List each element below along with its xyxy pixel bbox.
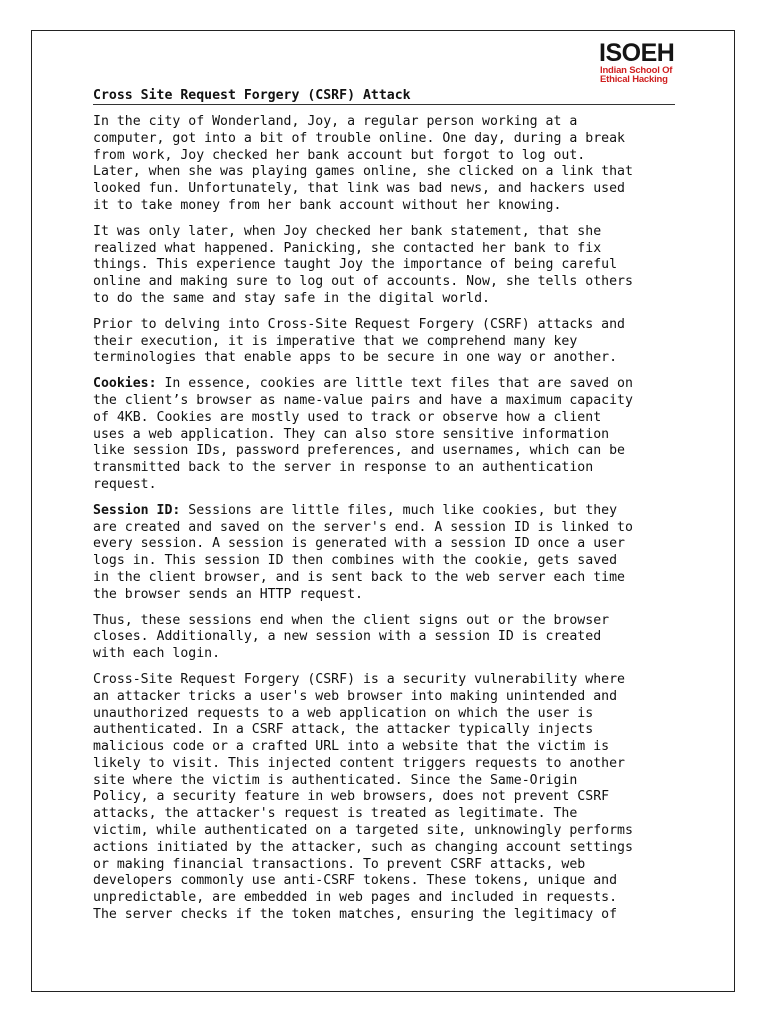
paragraph-line: looked fun. Unfortunately, that link was bad news, and hackers used <box>93 181 625 197</box>
paragraph-line: Later, when she was playing games online, she clicked on a link that <box>93 164 633 180</box>
paragraph-line: attacks, the attacker's request is treated as legitimate. The <box>93 806 578 822</box>
paragraph-line: transmitted back to the server in response to an authentication <box>93 460 594 476</box>
paragraph-line <box>93 376 693 393</box>
paragraph-line: things. This experience taught Joy the importance of being careful <box>93 257 618 273</box>
paragraph-line: online and making sure to log out of accounts. Now, she tells others <box>93 274 633 290</box>
paragraph-line: actions initiated by the attacker, such as changing account settings <box>93 839 633 855</box>
paragraph <box>93 503 693 604</box>
definition-text: Sessions are little files, much like cookies, but they <box>180 502 618 518</box>
paragraph-line: like session IDs, password preferences, and usernames, which can be <box>93 443 625 459</box>
paragraph-line: computer, got into a bit of trouble online. One day, during a break <box>93 130 625 146</box>
paragraph-line: victim, while authenticated on a targeted site, unknowingly performs <box>93 823 633 839</box>
paragraph-line: of 4KB. Cookies are mostly used to track or observe how a client <box>93 409 602 425</box>
paragraph-line: request. <box>93 476 157 492</box>
document-body <box>93 114 693 933</box>
paragraph <box>93 613 693 663</box>
paragraph-line: developers commonly use anti-CSRF tokens. These tokens, unique and <box>93 873 618 889</box>
paragraph-line: site where the victim is authenticated. Since the Same-Origin <box>93 772 578 788</box>
definition-text: In essence, cookies are little text files that are saved on <box>156 376 633 392</box>
paragraph-line: the client’s browser as name-value pairs and have a maximum capacity <box>93 392 633 408</box>
paragraph-line: likely to visit. This injected content triggers requests to another <box>93 755 625 771</box>
paragraph-line: to do the same and stay safe in the digital world. <box>93 290 490 306</box>
paragraph <box>93 114 693 215</box>
paragraph-line: The server checks if the token matches, ensuring the legitimacy of <box>93 907 618 923</box>
paragraph <box>93 317 693 367</box>
document-title: Cross Site Request Forgery (CSRF) Attack <box>93 88 411 103</box>
logo-tagline-line-1: Indian School Of <box>600 65 673 76</box>
paragraph-line <box>93 503 693 520</box>
definition-term: Cookies: <box>93 376 157 392</box>
paragraph-line: every session. A session is generated with a session ID once a user <box>93 536 625 552</box>
logo-tagline-line-2: Ethical Hacking <box>600 74 668 85</box>
paragraph-line: authenticated. In a CSRF attack, the attacker typically injects <box>93 722 594 738</box>
paragraph-line: realized what happened. Panicking, she contacted her bank to fix <box>93 240 602 256</box>
paragraph-line: logs in. This session ID then combines with the cookie, gets saved <box>93 553 618 569</box>
paragraph <box>93 224 693 308</box>
paragraph-line: in the client browser, and is sent back to the web server each time <box>93 569 625 585</box>
paragraph-line: from work, Joy checked her bank account but forgot to log out. <box>93 147 586 163</box>
paragraph-line: with each login. <box>93 646 221 662</box>
paragraph-line: Policy, a security feature in web browsers, does not prevent CSRF <box>93 789 610 805</box>
paragraph-line: or making financial transactions. To prevent CSRF attacks, web <box>93 856 586 872</box>
paragraph-line: their execution, it is imperative that we comprehend many key <box>93 333 578 349</box>
paragraph-line: closes. Additionally, a new session with a session ID is created <box>93 629 602 645</box>
logo-name: ISOEH <box>599 39 675 67</box>
paragraph-line: It was only later, when Joy checked her bank statement, that she <box>93 223 602 239</box>
paragraph-line: unauthorized requests to a web application on which the user is <box>93 705 594 721</box>
paragraph-line: unpredictable, are embedded in web pages and included in requests. <box>93 890 618 906</box>
paragraph-line: Prior to delving into Cross-Site Request Forgery (CSRF) attacks and <box>93 316 625 332</box>
paragraph-line: the browser sends an HTTP request. <box>93 586 363 602</box>
paragraph-line: are created and saved on the server's end. A session ID is linked to <box>93 519 633 535</box>
isoeh-logo <box>599 40 679 88</box>
definition-term: Session ID: <box>93 502 181 518</box>
paragraph-line: uses a web application. They can also store sensitive information <box>93 426 610 442</box>
paragraph-line: it to take money from her bank account without her knowing. <box>93 197 562 213</box>
paragraph-line: malicious code or a crafted URL into a website that the victim is <box>93 739 610 755</box>
paragraph-line: terminologies that enable apps to be secure in one way or another. <box>93 350 618 366</box>
paragraph <box>93 376 693 494</box>
paragraph-line: Thus, these sessions end when the client signs out or the browser <box>93 612 610 628</box>
paragraph-line: Cross-Site Request Forgery (CSRF) is a security vulnerability where <box>93 671 625 687</box>
paragraph <box>93 672 693 924</box>
title-underline <box>93 104 675 105</box>
paragraph-line: In the city of Wonderland, Joy, a regular person working at a <box>93 114 578 129</box>
paragraph-line: an attacker tricks a user's web browser into making unintended and <box>93 688 618 704</box>
